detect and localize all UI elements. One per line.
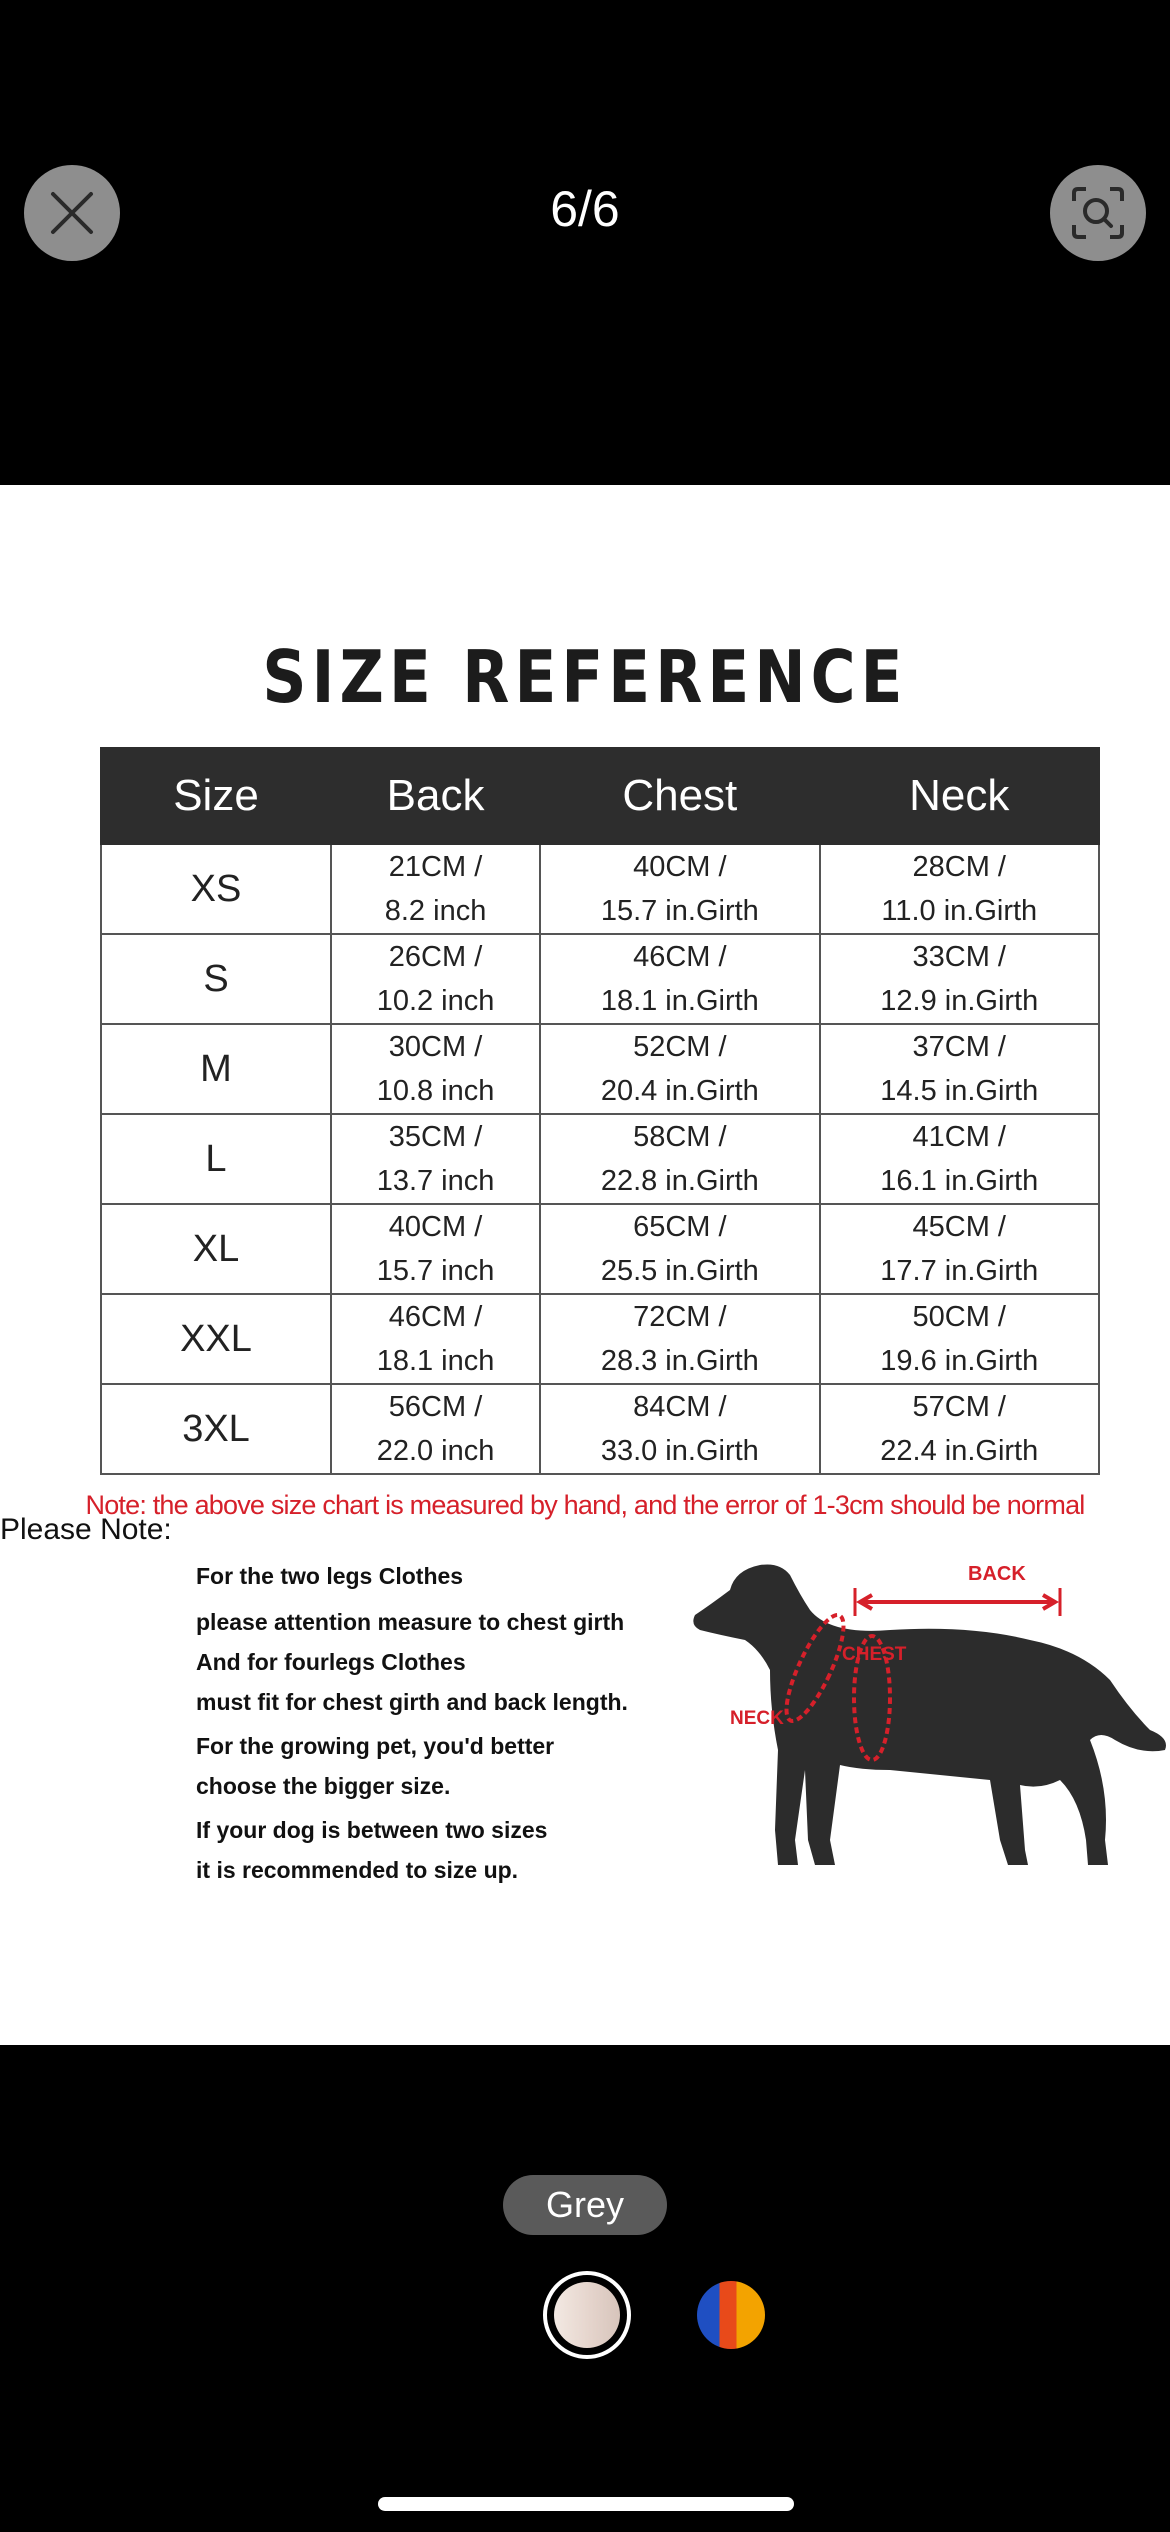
note-line: it is recommended to size up. [196,1857,519,1883]
back-cell [331,1114,540,1204]
neck-cell-line: 11.0 in.Girth [881,895,1038,927]
chest-cell-line: 65CM / [633,1211,727,1243]
chest-cell-line: 18.1 in.Girth [600,985,759,1017]
chest-cell-line: 20.4 in.Girth [600,1075,759,1107]
note-line: must fit for chest girth and back length. [196,1689,628,1715]
neck-cell-line: 17.7 in.Girth [880,1255,1039,1287]
image-counter: 6/6 [550,181,620,237]
neck-cell-line: 28CM / [912,851,1006,883]
swatch-multicolor[interactable] [697,2281,765,2349]
back-cell-line: 10.8 inch [376,1075,495,1107]
dog-measurement-diagram [690,1540,1170,1900]
size-cell: M [101,1024,331,1114]
viewer-top-bar [0,0,1170,485]
back-cell [331,1384,540,1474]
back-cell [331,844,540,934]
chest-cell [540,934,819,1024]
neck-cell-line: 19.6 in.Girth [880,1345,1039,1377]
back-cell-line: 30CM / [388,1031,483,1063]
size-rows [101,844,1099,1474]
size-cell: S [101,934,331,1024]
back-cell-line: 46CM / [388,1301,483,1333]
table-row [101,934,1099,1024]
neck-cell [820,1294,1099,1384]
chest-cell [540,1024,819,1114]
back-label: BACK [968,1563,1026,1585]
back-cell [331,1204,540,1294]
back-cell-line: 8.2 inch [384,895,487,927]
back-cell-line: 40CM / [388,1211,483,1243]
back-cell-line: 13.7 inch [376,1165,495,1197]
back-cell-line: 10.2 inch [376,985,495,1017]
selected-color-label: Grey [503,2175,667,2235]
chest-cell-line: 72CM / [633,1301,727,1333]
table-row [101,1114,1099,1204]
back-cell-line: 21CM / [388,851,483,883]
note-line: please attention measure to chest girth [196,1609,625,1635]
back-cell [331,1024,540,1114]
swatch-grey-fill [554,2282,620,2348]
chest-cell [540,1294,819,1384]
size-cell: 3XL [101,1384,331,1474]
chest-cell [540,1384,819,1474]
size-cell: XS [101,844,331,934]
table-header-row [101,748,1099,844]
header-back: Back [331,748,540,844]
chest-cell-line: 25.5 in.Girth [600,1255,759,1287]
neck-cell-line: 33CM / [912,941,1006,973]
back-cell-line: 56CM / [388,1391,483,1423]
chest-cell [540,1204,819,1294]
swatch-grey[interactable] [543,2271,631,2359]
chest-cell-line: 15.7 in.Girth [600,895,759,927]
chest-cell-line: 40CM / [633,851,727,883]
variant-selector [0,2045,1170,2532]
table-row [101,1204,1099,1294]
note-line: If your dog is between two sizes [196,1817,548,1843]
back-cell-line: 35CM / [388,1121,483,1153]
table-row [101,1024,1099,1114]
chest-cell-line: 22.8 in.Girth [600,1165,759,1197]
size-chart-table [100,747,1100,1475]
size-cell: XL [101,1204,331,1294]
neck-cell [820,1114,1099,1204]
back-cell [331,1294,540,1384]
chest-cell-line: 52CM / [633,1031,727,1063]
neck-cell-line: 45CM / [912,1211,1006,1243]
neck-cell [820,934,1099,1024]
neck-cell-line: 12.9 in.Girth [880,985,1039,1017]
note-line: For the growing pet, you'd better [196,1733,555,1759]
measurement-note: Note: the above size chart is measured by hand, and the error of 1-3cm should be normal [85,1490,1085,1520]
home-indicator[interactable] [378,2497,794,2511]
neck-cell-line: 14.5 in.Girth [880,1075,1039,1107]
product-image[interactable] [0,485,1170,2045]
size-cell: L [101,1114,331,1204]
neck-cell [820,1024,1099,1114]
back-cell-line: 22.0 inch [376,1435,495,1467]
back-cell-line: 26CM / [388,941,483,973]
neck-cell-line: 22.4 in.Girth [880,1435,1039,1467]
table-row [101,1384,1099,1474]
neck-label: NECK [730,1708,784,1729]
chest-cell [540,1114,819,1204]
neck-cell [820,1204,1099,1294]
neck-cell [820,1384,1099,1474]
chest-cell [540,844,819,934]
chest-cell-line: 46CM / [633,941,727,973]
neck-cell-line: 37CM / [912,1031,1006,1063]
visual-search-icon [1068,183,1128,243]
chest-cell-line: 28.3 in.Girth [600,1345,759,1377]
note-line: For the two legs Clothes [196,1563,464,1589]
neck-cell-line: 41CM / [912,1121,1006,1153]
note-line: choose the bigger size. [196,1773,451,1799]
neck-cell-line: 16.1 in.Girth [880,1165,1039,1197]
header-neck: Neck [820,748,1099,844]
header-chest: Chest [540,748,819,844]
neck-cell-line: 50CM / [912,1301,1006,1333]
visual-search-button[interactable] [1050,165,1146,261]
chest-label: CHEST [842,1644,907,1665]
neck-cell-line: 57CM / [912,1391,1006,1423]
table-row [101,844,1099,934]
header-size: Size [101,748,331,844]
back-cell-line: 15.7 inch [376,1255,495,1287]
chest-cell-line: 58CM / [633,1121,727,1153]
back-cell [331,934,540,1024]
table-row [101,1294,1099,1384]
chest-cell-line: 33.0 in.Girth [600,1435,759,1467]
size-cell: XXL [101,1294,331,1384]
chest-cell-line: 84CM / [633,1391,727,1423]
note-line: And for fourlegs Clothes [196,1649,466,1675]
back-cell-line: 18.1 inch [376,1345,495,1377]
size-reference-title: SIZE REFERENCE [262,635,908,719]
neck-cell [820,844,1099,934]
please-note-label: Please Note: [0,1513,172,1546]
